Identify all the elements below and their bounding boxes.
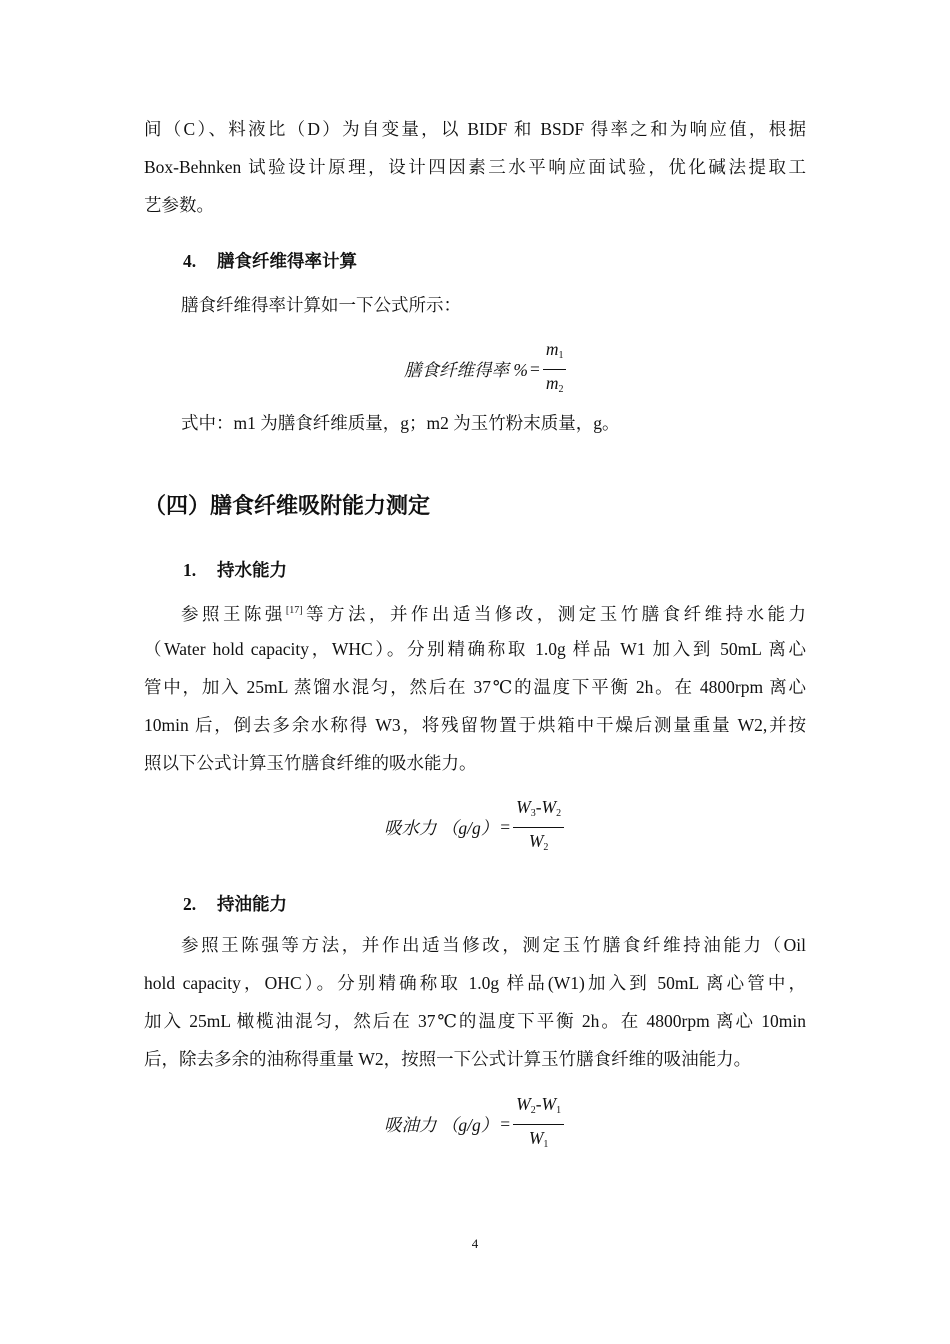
section-number: 1.	[183, 560, 197, 580]
section-title: 持油能力	[217, 894, 287, 914]
water-line: （Water hold capacity，WHC）。分别精确称取 1.0g 样品 W1 加入到 50mL 离心	[144, 639, 806, 659]
oil-line: hold capacity，OHC）。分别精确称取 1.0g 样品(W1)加入到 50mL 离心管中，	[144, 973, 806, 993]
oil-paragraph	[144, 926, 806, 1078]
section-heading-yield	[183, 248, 357, 273]
formula-denominator: $W_2$	[528, 831, 549, 853]
formula-denominator: $W_1$	[528, 1128, 549, 1150]
water-formula	[384, 794, 564, 861]
page-number: 4	[471, 1236, 479, 1251]
yield-note-text: 式中：m1 为膳食纤维质量，g；m2 为玉竹粉末质量，g。	[181, 413, 620, 433]
citation-ref: [17]	[285, 605, 303, 616]
formula-equals: =	[500, 1114, 511, 1134]
intro-line: Box-Behnken 试验设计原理，设计四因素三水平响应面试验，优化碱法提取工	[144, 157, 806, 177]
formula-lhs: 吸水力 （g/g）	[384, 818, 499, 838]
oil-formula	[384, 1091, 564, 1158]
section-title: 持水能力	[217, 560, 287, 580]
water-line: 10min 后，倒去多余水称得 W3，将残留物置于烘箱中干燥后测量重量 W2,并按	[144, 715, 806, 735]
section-heading-oil	[183, 891, 287, 916]
formula-lhs: 吸油力 （g/g）	[384, 1115, 499, 1135]
section-number: 2.	[183, 894, 197, 914]
formula-numerator: $W_3-W_2$	[516, 797, 562, 819]
formula-numerator: $W_2-W_1$	[516, 1094, 562, 1116]
section-heading-water	[183, 557, 287, 582]
chapter-heading: （四）膳食纤维吸附能力测定	[144, 493, 431, 518]
section-title: 膳食纤维得率计算	[217, 251, 357, 271]
formula-denominator: $m_2$	[545, 373, 564, 395]
water-line: 照以下公式计算玉竹膳食纤维的吸水能力。	[144, 753, 477, 773]
oil-line: 参照王陈强等方法，并作出适当修改，测定玉竹膳食纤维持油能力（Oil	[181, 935, 806, 955]
yield-intro	[144, 286, 806, 324]
oil-line: 后，除去多余的油称得重量 W2，按照一下公式计算玉竹膳食纤维的吸油能力。	[144, 1049, 752, 1069]
yield-formula	[404, 336, 566, 403]
formula-numerator: $m_1$	[545, 339, 564, 361]
section-number: 4.	[183, 251, 197, 271]
intro-line: 艺参数。	[144, 195, 214, 215]
yield-intro-text: 膳食纤维得率计算如一下公式所示：	[181, 295, 461, 315]
intro-line: 间（C）、料液比（D）为自变量，以 BIDF 和 BSDF 得率之和为响应值，根据	[144, 119, 806, 139]
oil-line: 加入 25mL 橄榄油混匀，然后在 37℃的温度下平衡 2h。在 4800rpm 离心 10min	[144, 1011, 806, 1031]
formula-fraction	[543, 336, 567, 403]
formula-fraction	[513, 794, 564, 861]
water-paragraph	[144, 592, 806, 782]
water-line: 参照王陈强[17]等方法，并作出适当修改，测定玉竹膳食纤维持水能力	[181, 604, 807, 624]
formula-equals: =	[529, 359, 540, 379]
water-line: 管中，加入 25mL 蒸馏水混匀，然后在 37℃的温度下平衡 2h。在 4800rpm 离心	[144, 677, 806, 697]
yield-note	[144, 404, 806, 442]
formula-lhs: 膳食纤维得率 %	[404, 360, 528, 380]
formula-equals: =	[500, 817, 511, 837]
formula-fraction	[513, 1091, 564, 1158]
intro-paragraph	[144, 110, 806, 224]
